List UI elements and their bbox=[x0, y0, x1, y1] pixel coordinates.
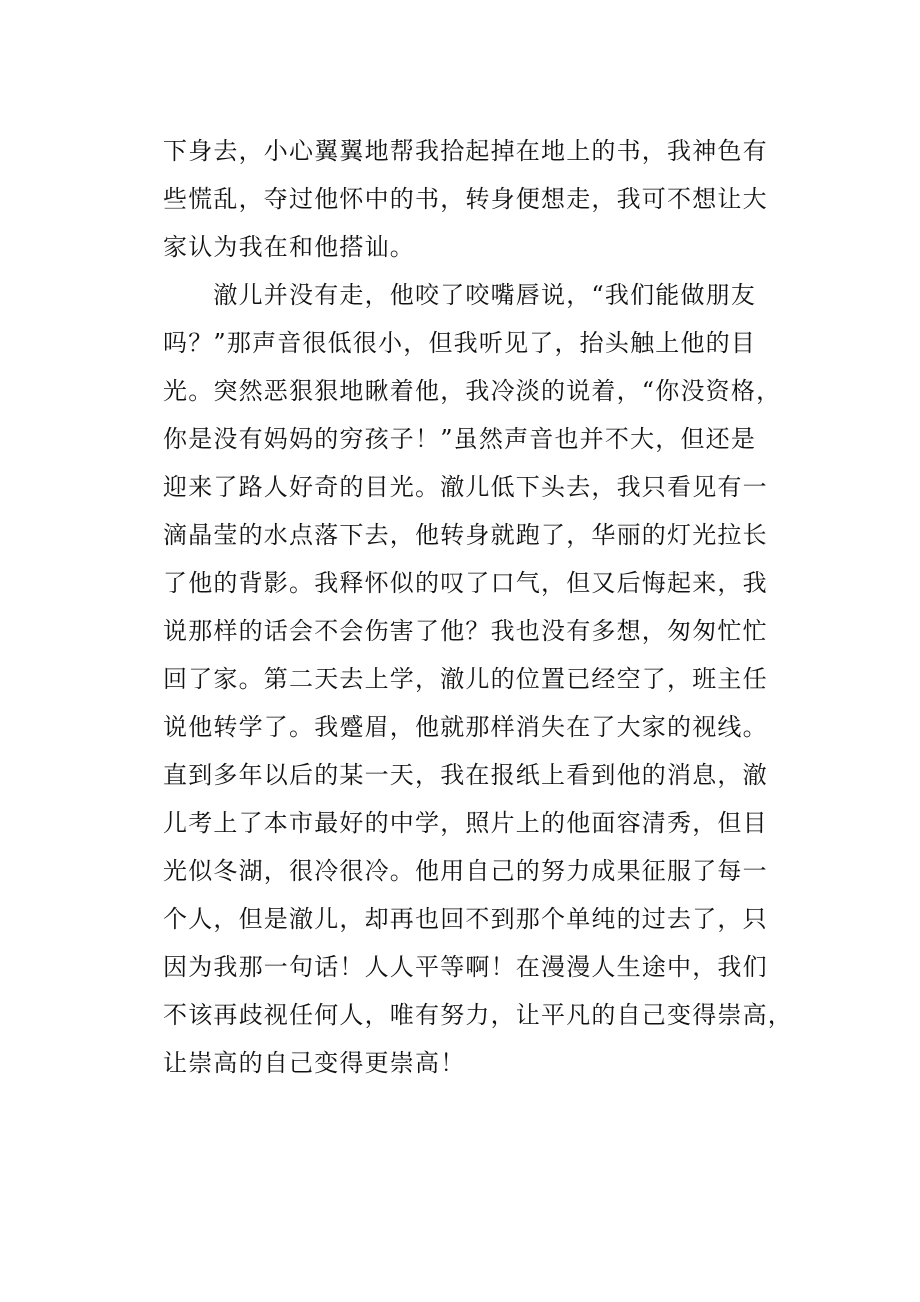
text-line: 说那样的话会不会伤害了他？我也没有多想，匆匆忙忙 bbox=[163, 617, 768, 645]
text-line: 直到多年以后的某一天，我在报纸上看到他的消息，澈 bbox=[163, 761, 768, 789]
text-line: 说他转学了。我蹙眉，他就那样消失在了大家的视线。 bbox=[163, 713, 768, 741]
text-line: 迎来了路人好奇的目光。澈儿低下头去，我只看见有一 bbox=[163, 473, 768, 501]
text-line: 下身去，小心翼翼地帮我拾起掉在地上的书，我神色有 bbox=[163, 137, 768, 165]
text-line: 儿考上了本市最好的中学，照片上的他面容清秀，但目 bbox=[163, 809, 768, 837]
text-line: 个人，但是澈儿，却再也回不到那个单纯的过去了，只 bbox=[163, 905, 768, 933]
text-line: 你是没有妈妈的穷孩子！”虽然声音也并不大，但还是 bbox=[163, 425, 757, 453]
text-line: 家认为我在和他搭讪。 bbox=[163, 233, 415, 261]
text-line: 回了家。第二天去上学，澈儿的位置已经空了，班主任 bbox=[163, 665, 768, 693]
text-line: 滴晶莹的水点落下去，他转身就跑了，华丽的灯光拉长 bbox=[163, 521, 768, 549]
text-line: 澈儿并没有走，他咬了咬嘴唇说，“我们能做朋友 bbox=[163, 281, 757, 309]
text-line: 让崇高的自己变得更崇高！ bbox=[163, 1049, 466, 1077]
text-line: 因为我那一句话！人人平等啊！在漫漫人生途中，我们 bbox=[163, 953, 768, 981]
text-line: 些慌乱，夺过他怀中的书，转身便想走，我可不想让大 bbox=[163, 185, 768, 213]
text-line: 光。突然恶狠狠地瞅着他，我冷淡的说着，“你没资格， bbox=[163, 377, 782, 405]
text-line: 光似冬湖，很冷很冷。他用自己的努力成果征服了每一 bbox=[163, 857, 768, 885]
text-line: 不该再歧视任何人，唯有努力，让平凡的自己变得崇高， bbox=[163, 1001, 793, 1029]
essay-text bbox=[163, 127, 793, 1087]
text-line: 吗？”那声音很低很小，但我听见了，抬头触上他的目 bbox=[163, 329, 757, 357]
text-line: 了他的背影。我释怀似的叹了口气，但又后悔起来，我 bbox=[163, 569, 768, 597]
